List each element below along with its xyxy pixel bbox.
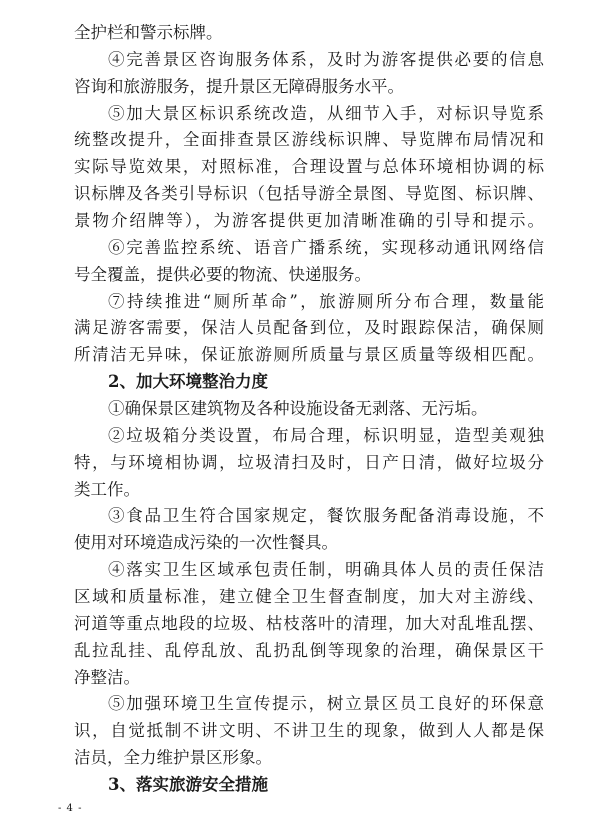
text-line: 识标牌及各类引导标识（包括导游全景图、导览图、标识牌、 — [74, 184, 544, 203]
text-line: ④完善景区咨询服务体系，及时为游客提供必要的信息 — [108, 50, 544, 69]
text-line: ④落实卫生区域承包责任制，明确具体人员的责任保洁 — [108, 560, 544, 579]
page-number: - 4 - — [58, 803, 83, 814]
text-line: 类工作。 — [74, 480, 140, 499]
text-line: ⑤加大景区标识系统改造，从细节入手，对标识导览系 — [108, 104, 544, 123]
text-line: 特，与环境相协调，垃圾清扫及时，日产日清，做好垃圾分 — [74, 453, 544, 472]
text-line: 景物介绍牌等），为游客提供更加清晰准确的引导和提示。 — [74, 211, 544, 230]
section-heading: 3、落实旅游安全措施 — [108, 775, 268, 794]
text-line: 识，自觉抵制不讲文明、不讲卫生的现象，做到人人都是保 — [74, 721, 544, 740]
text-line: ⑥完善监控系统、语音广播系统，实现移动通讯网络信 — [108, 238, 544, 257]
text-line: 统整改提升，全面排查景区游线标识牌、导览牌布局情况和 — [74, 130, 544, 149]
text-line: 号全覆盖，提供必要的物流、快递服务。 — [74, 265, 371, 284]
text-line: 区域和质量标准，建立健全卫生督查制度，加大对主游线、 — [74, 587, 544, 606]
text-line: ⑦持续推进“厕所革命”，旅游厕所分布合理，数量能 — [108, 292, 544, 311]
text-line: 乱拉乱挂、乱停乱放、乱扔乱倒等现象的治理，确保景区干 — [74, 641, 544, 660]
text-line: 实际导览效果，对照标准，合理设置与总体环境相协调的标 — [74, 157, 544, 176]
text-line: 咨询和旅游服务，提升景区无障碍服务水平。 — [74, 77, 404, 96]
text-line: 净整洁。 — [74, 668, 140, 687]
text-line: 河道等重点地段的垃圾、枯枝落叶的清理，加大对乱堆乱摆、 — [74, 614, 544, 633]
text-line: ①确保景区建筑物及各种设施设备无剥落、无污垢。 — [108, 399, 488, 418]
text-line: 全护栏和警示标牌。 — [74, 23, 223, 42]
text-line: ⑤加强环境卫生宣传提示，树立景区员工良好的环保意 — [108, 694, 544, 713]
text-line: 满足游客需要，保洁人员配备到位，及时跟踪保洁，确保厕 — [74, 318, 544, 337]
text-line: ③食品卫生符合国家规定，餐饮服务配备消毒设施，不 — [108, 506, 544, 525]
section-heading: 2、加大环境整治力度 — [108, 372, 268, 391]
text-line: ②垃圾箱分类设置，布局合理，标识明显，造型美观独 — [108, 426, 544, 445]
text-line: 洁员，全力维护景区形象。 — [74, 748, 272, 767]
text-line: 使用对环境造成污染的一次性餐具。 — [74, 533, 338, 552]
text-line: 所清洁无异味，保证旅游厕所质量与景区质量等级相匹配。 — [74, 345, 544, 364]
